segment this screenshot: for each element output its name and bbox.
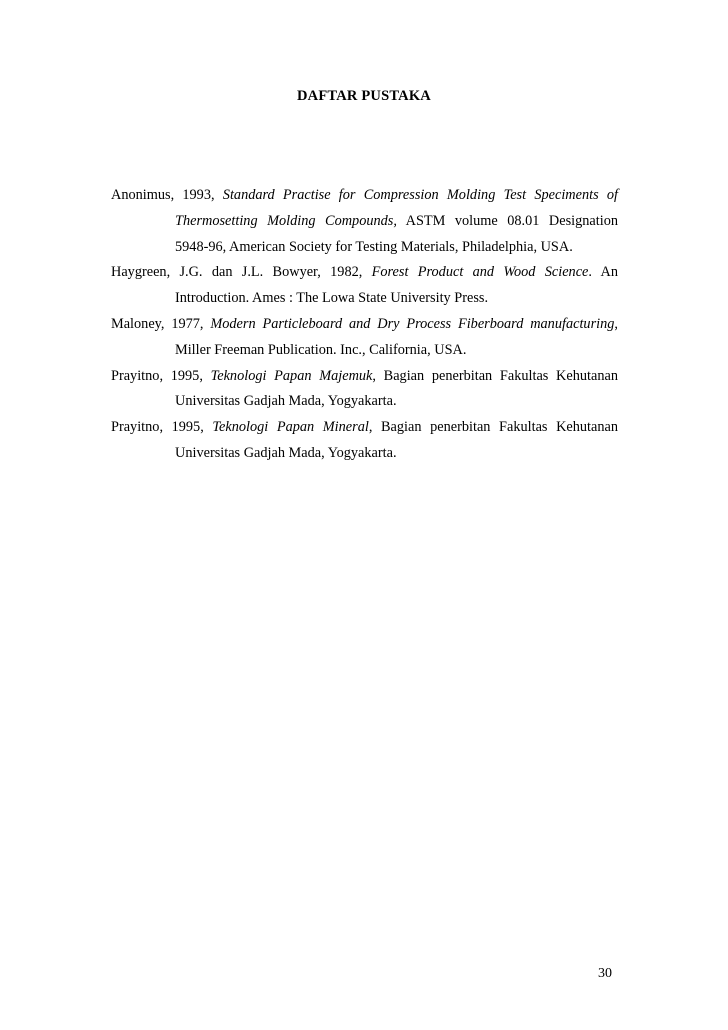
reference-publisher: , Bagian penerbitan Fakultas Kehutanan Universitas Gadjah Mada, Yogyakarta. (175, 367, 618, 410)
reference-entry (111, 312, 618, 364)
page-title: DAFTAR PUSTAKA (297, 88, 431, 104)
reference-publisher: , Miller Freeman Publication. Inc., California, USA. (175, 315, 618, 358)
reference-author-year: Prayitno, 1995, (111, 367, 211, 384)
reference-author-year: Anonimus, 1993, (111, 187, 223, 203)
reference-entry (111, 415, 618, 467)
reference-entry (111, 260, 618, 312)
reference-publisher: . An Introduction. Ames : The Lowa State University Press. (175, 264, 618, 307)
reference-title: Standard Practise for Compression Molding Test Speciments of Thermosetting Molding Compounds, (175, 187, 618, 229)
reference-author-year: Haygreen, J.G. dan J.L. Bowyer, 1982, (111, 264, 372, 281)
reference-title: Forest Product and Wood Science (371, 264, 589, 281)
reference-list (111, 183, 618, 467)
reference-entry (111, 364, 618, 416)
reference-title: Modern Particleboard and Dry Process Fiberboard manufacturing (210, 315, 615, 332)
reference-publisher: ASTM volume 08.01 Designation 5948-96, American Society for Testing Materials, Philadelphia, USA. (175, 212, 618, 255)
reference-publisher: , Bagian penerbitan Fakultas Kehutanan Universitas Gadjah Mada, Yogyakarta. (175, 419, 619, 461)
reference-author-year: Maloney, 1977, (111, 315, 211, 332)
reference-entry (111, 183, 618, 260)
reference-title: Teknologi Papan Majemuk (210, 367, 373, 384)
reference-author-year: Prayitno, 1995, (111, 419, 213, 436)
reference-title: Teknologi Papan Mineral (212, 419, 369, 436)
page-number: 30 (598, 966, 612, 981)
